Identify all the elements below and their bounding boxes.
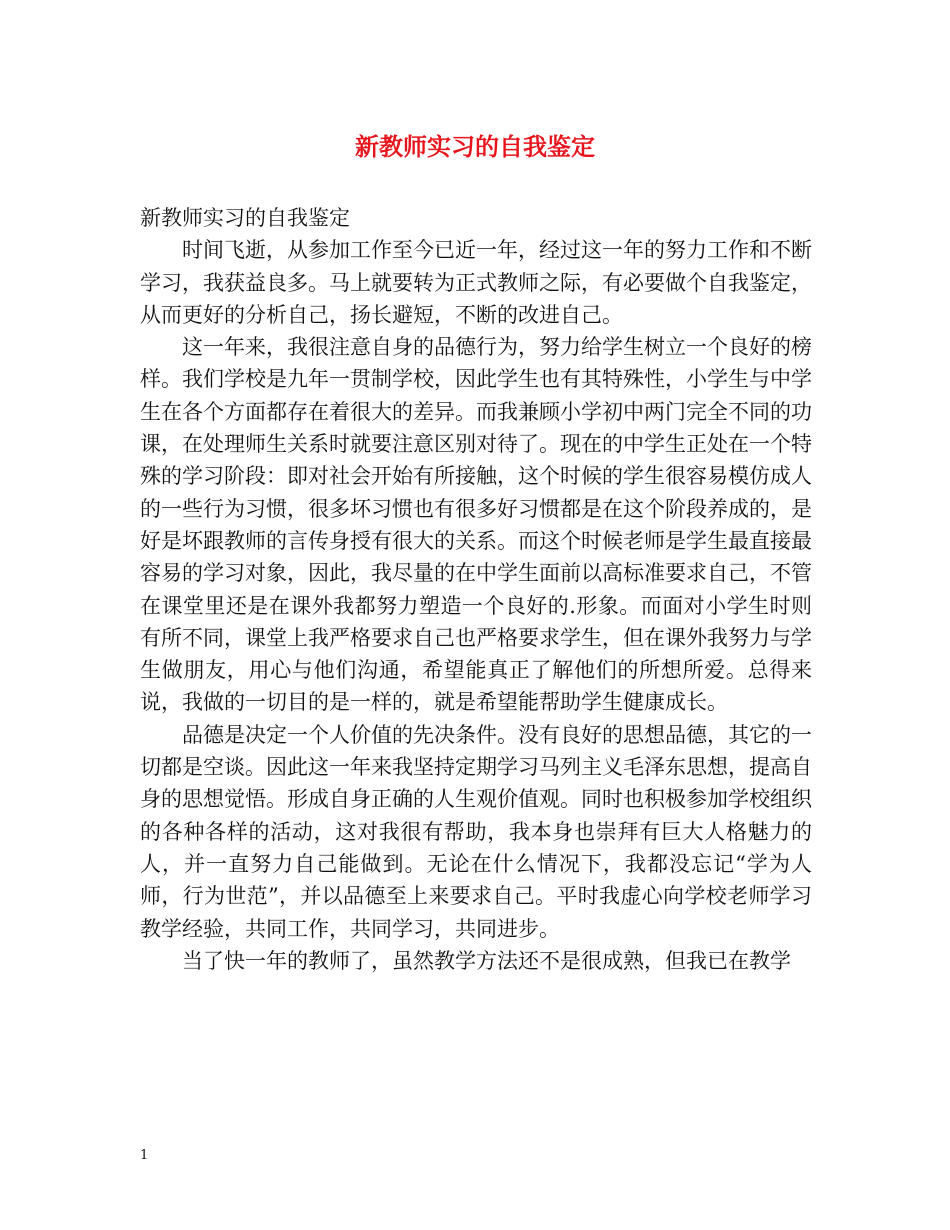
paragraph-3: 品德是决定一个人价值的先决条件。没有良好的思想品德，其它的一切都是空谈。因此这一年来我坚持定期学习马列主义毛泽东思想，提高自身的思想觉悟。形成自身正确的人生观价值观。同时也积极参加学校组织的各种各样的活动，这对我很有帮助，我本身也崇拜有巨大人格魅力的人，并一直努力自己能做到。无论在什么情况下，我都没忘记“学为人师，行为世范”，并以品德至上来要求自己。平时我虚心向学校老师学习教学经验，共同工作，共同学习，共同进步。	[140, 722, 812, 941]
paragraph-4: 当了快一年的教师了，虽然教学方法还不是很成熟，但我已在教学	[182, 948, 791, 973]
subtitle-line: 新教师实习的自我鉴定	[140, 206, 350, 230]
paragraph-1: 时间飞逝，从参加工作至今已近一年，经过这一年的努力工作和不断学习，我获益良多。马上就要转为正式教师之际，有必要做个自我鉴定，从而更好的分析自己，扬长避短，不断的改进自己。	[140, 238, 812, 327]
document-title: 新教师实习的自我鉴定	[355, 132, 595, 161]
page-number: 1	[140, 1148, 149, 1163]
paragraph-2: 这一年来，我很注意自身的品德行为，努力给学生树立一个良好的榜样。我们学校是九年一贯制学校，因此学生也有其特殊性，小学生与中学生在各个方面都存在着很大的差异。而我兼顾小学初中两门完全不同的功课，在处理师生关系时就要注意区别对待了。现在的中学生正处在一个特殊的学习阶段：即对社会开始有所接触，这个时候的学生很容易模仿成人的一些行为习惯，很多坏习惯也有很多好习惯都是在这个阶段养成的，是好是坏跟教师的言传身授有很大的关系。而这个时候老师是学生最直接最容易的学习对象，因此，我尽量的在中学生面前以高标准要求自己，不管在课堂里还是在课外我都努力塑造一个良好的.形象。而面对小学生时则有所不同，课堂上我严格要求自己也严格要求学生，但在课外我努力与学生做朋友，用心与他们沟通，希望能真正了解他们的所想所爱。总得来说，我做的一切目的是一样的，就是希望能帮助学生健康成长。	[140, 335, 812, 715]
document-body	[140, 202, 812, 977]
